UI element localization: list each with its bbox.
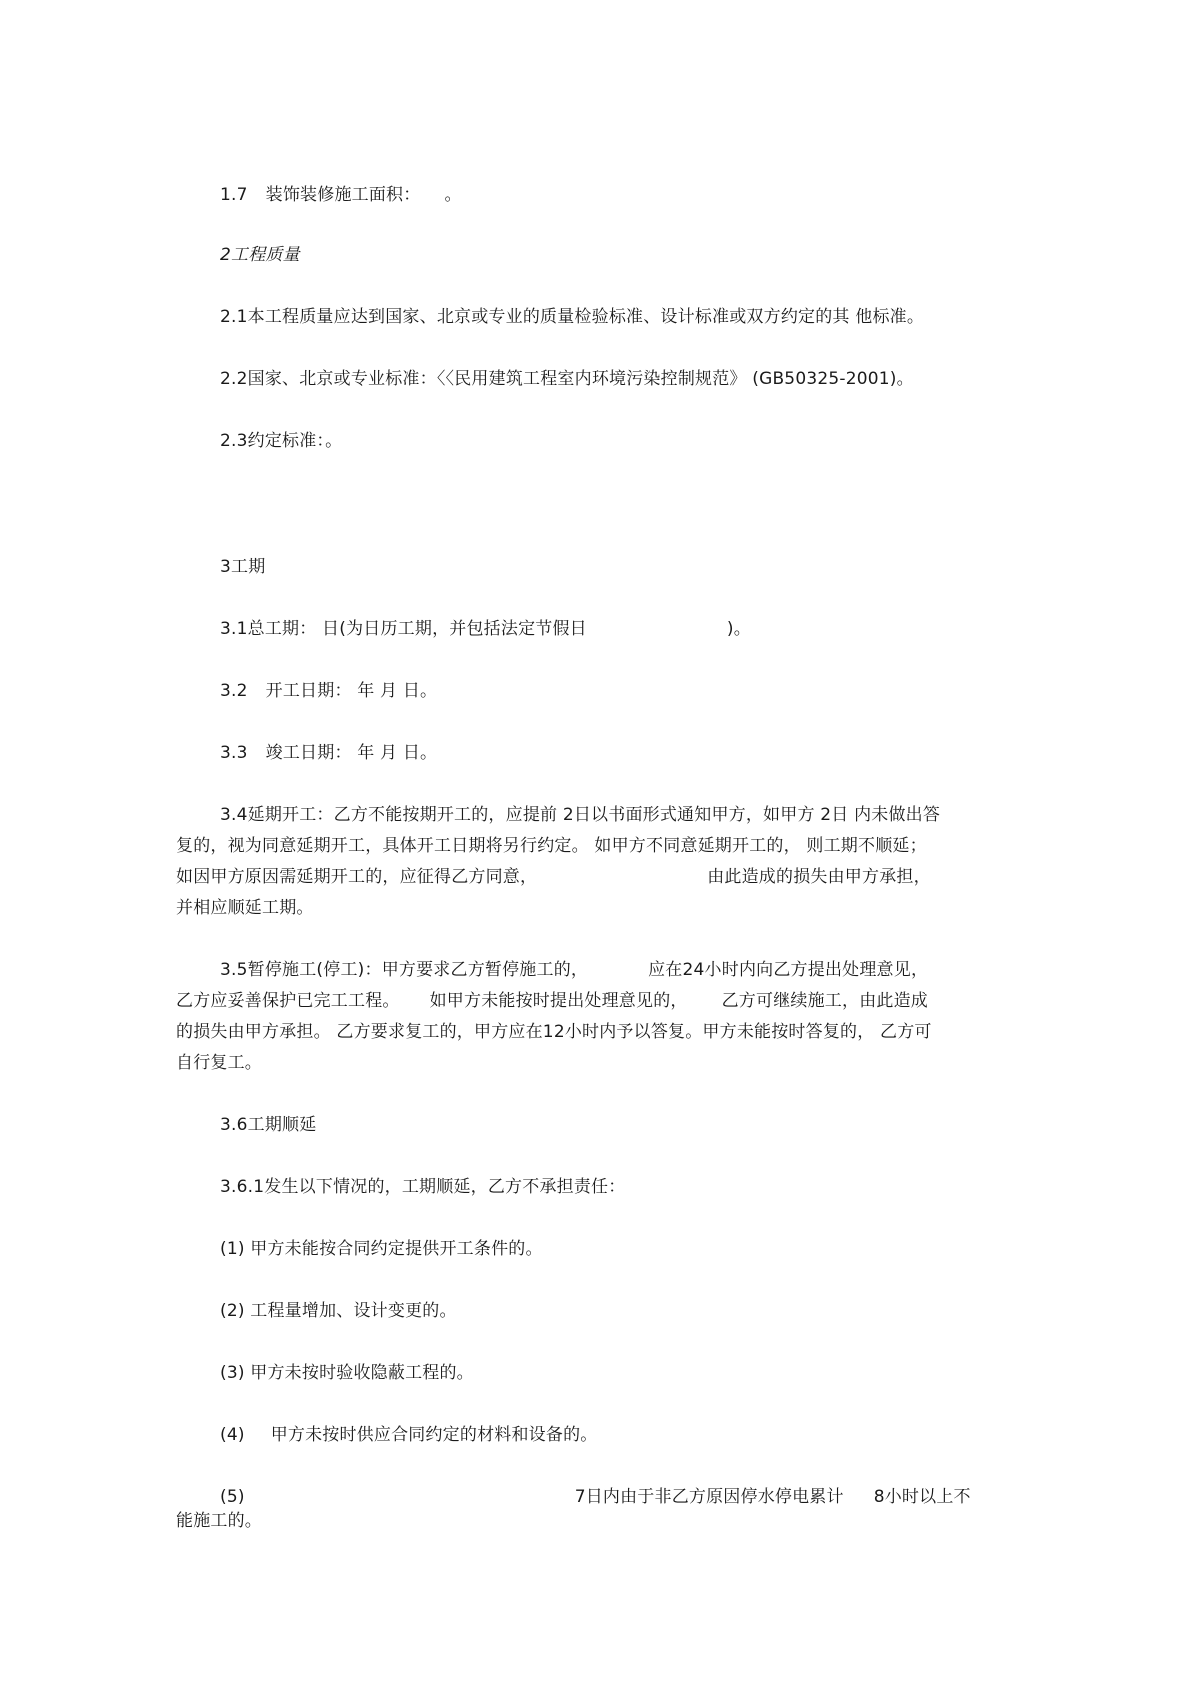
clause-3-2	[220, 679, 437, 703]
clause-3-5-line-3: 的损失由甲方承担。 乙方要求复工的，甲方应在12小时内予以答复。甲方未能按时答复的， 乙方可	[176, 1022, 932, 1042]
clause-3-5-line-1	[220, 958, 928, 982]
clause-text: 3.1总工期： 日(为日历工期，并包括法定节假日	[220, 619, 587, 639]
clause-3-4-line-4: 并相应顺延工期。	[176, 898, 314, 918]
clause-text: 3.5暂停施工(停工)：甲方要求乙方暂停施工的，	[220, 960, 589, 980]
clause-2-3: 2.3约定标准：。	[220, 431, 343, 451]
clause-end: 。	[444, 185, 462, 205]
clause-text: 应在24小时内向乙方提出处理意见，	[648, 960, 929, 980]
clause-text: 如因甲方原因需延期开工的，应征得乙方同意，	[176, 867, 538, 887]
clause-text: 乙方可继续施工，由此造成	[721, 991, 929, 1011]
item-text: 7日内由于非乙方原因停水停电累计	[574, 1487, 844, 1507]
clause-3-4-line-1: 3.4延期开工：乙方不能按期开工的，应提前 2日以书面形式通知甲方，如甲方 2日 内未做出答	[220, 805, 941, 825]
clause-3-5-line-2	[176, 989, 928, 1013]
clause-number: 3.2	[220, 681, 248, 701]
list-item-4	[220, 1423, 598, 1447]
list-item-5-line-2: 能施工的。	[176, 1511, 262, 1531]
clause-3-4-line-3	[176, 865, 931, 889]
clause-end: )。	[726, 619, 751, 639]
item-text: 8小时以上不	[873, 1487, 971, 1507]
clause-number: 1.7	[220, 185, 248, 205]
section-2-heading: 2工程质量	[220, 245, 300, 265]
clause-text: 开工日期： 年 月 日。	[265, 681, 438, 701]
clause-3-5-line-4: 自行复工。	[176, 1053, 262, 1073]
list-item-2: (2) 工程量增加、设计变更的。	[220, 1301, 457, 1321]
clause-3-4-line-2: 复的，视为同意延期开工，具体开工日期将另行约定。 如甲方不同意延期开工的， 则工期不顺延；	[176, 836, 927, 856]
clause-1-7	[220, 183, 462, 207]
clause-3-3	[220, 741, 437, 765]
list-item-3: (3) 甲方未按时验收隐蔽工程的。	[220, 1363, 474, 1383]
clause-text: 装饰装修施工面积：	[265, 185, 421, 205]
clause-2-2: 2.2国家、北京或专业标准：〈〈民用建筑工程室内环境污染控制规范》 (GB50325-2001)。	[220, 369, 914, 389]
section-3-heading: 3工期	[220, 557, 266, 577]
clause-3-6: 3.6工期顺延	[220, 1115, 317, 1135]
list-item-1: (1) 甲方未能按合同约定提供开工条件的。	[220, 1239, 543, 1259]
clause-text: 竣工日期： 年 月 日。	[265, 743, 438, 763]
clause-2-1: 2.1本工程质量应达到国家、北京或专业的质量检验标准、设计标准或双方约定的其 他标准。	[220, 307, 925, 327]
item-text: 甲方未按时供应合同约定的材料和设备的。	[270, 1425, 598, 1445]
clause-text: 如甲方未能按时提出处理意见的，	[429, 991, 688, 1011]
list-item-5-line-1	[220, 1485, 971, 1509]
clause-text: 由此造成的损失由甲方承担，	[707, 867, 931, 887]
item-number: (4)	[220, 1425, 245, 1445]
item-number: (5)	[220, 1487, 245, 1507]
clause-3-6-1: 3.6.1发生以下情况的，工期顺延，乙方不承担责任：	[220, 1177, 626, 1197]
clause-text: 乙方应妥善保护已完工工程。	[176, 991, 400, 1011]
clause-number: 3.3	[220, 743, 248, 763]
clause-3-1	[220, 617, 751, 641]
